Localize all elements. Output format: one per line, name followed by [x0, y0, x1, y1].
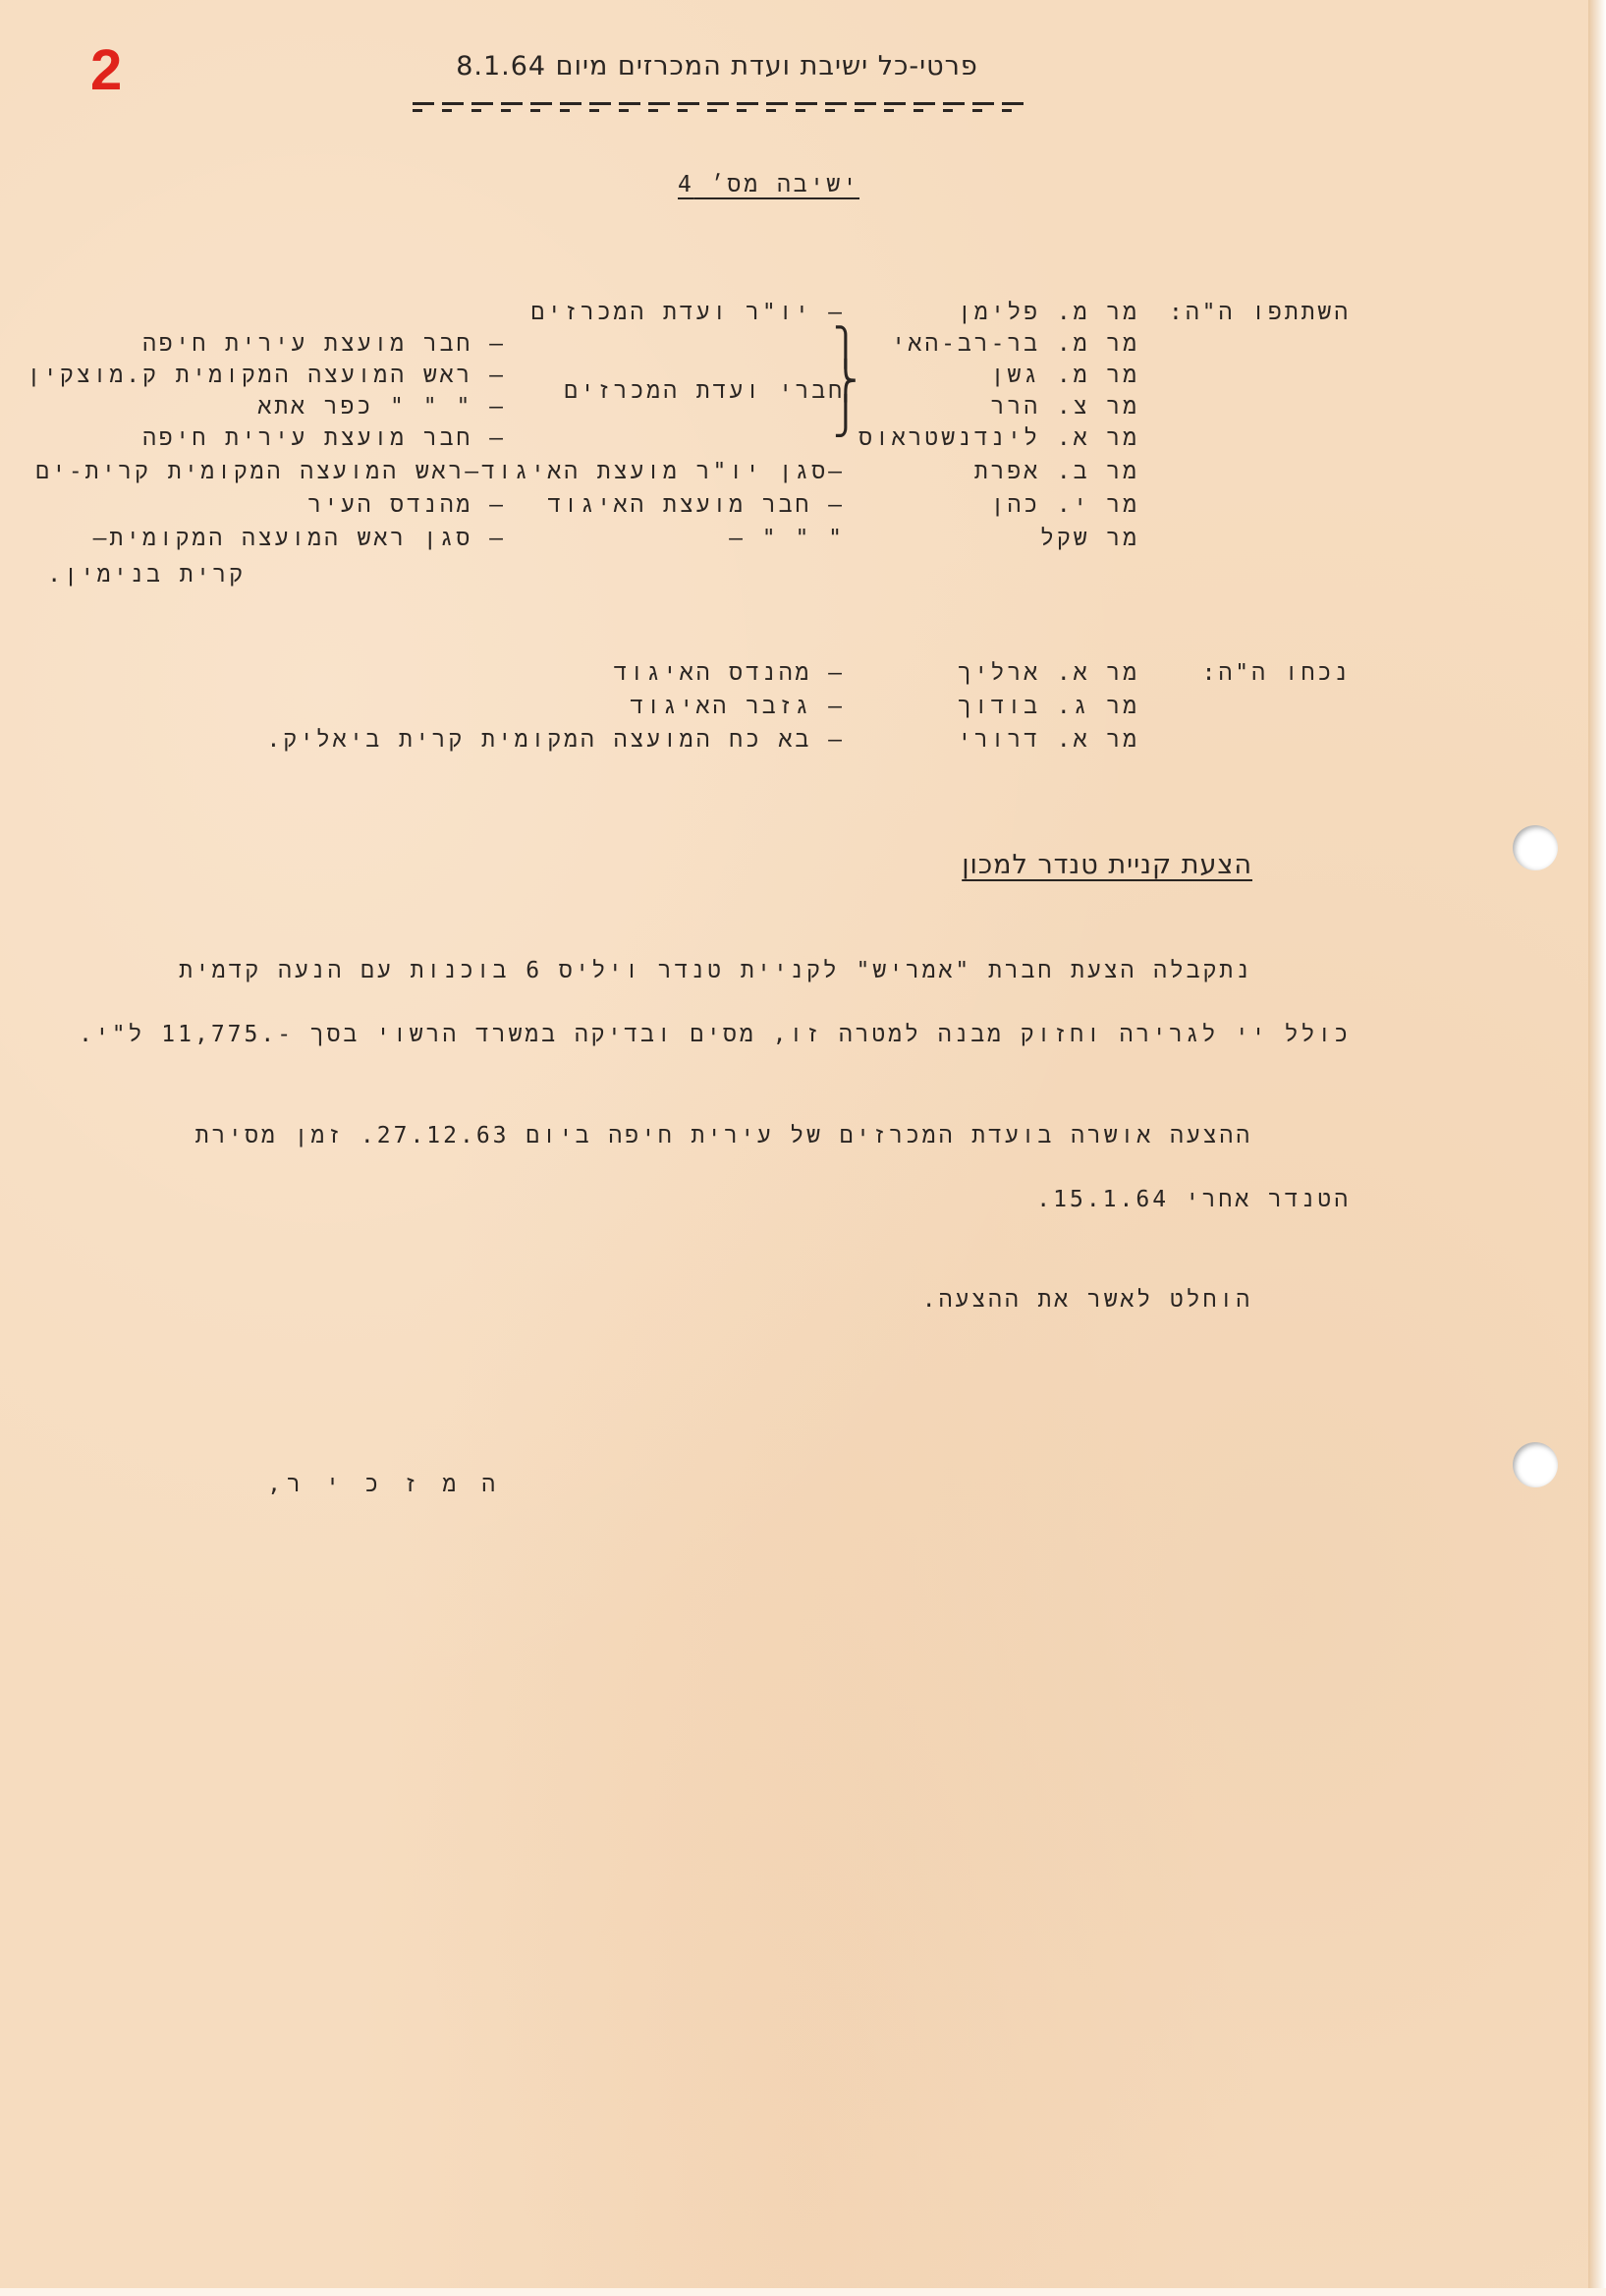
participant-extra: – סגן ראש המועצה המקומית– [92, 526, 506, 551]
title-underline-2 [413, 109, 1031, 112]
page-number: 2 [90, 38, 123, 102]
participant-name: מר צ. הרר [990, 394, 1139, 420]
participant-extra: – " " " כפר אתא [257, 394, 506, 420]
present-role: – בא כח המועצה המקומית קרית ביאליק. [266, 727, 845, 753]
signature-secretary: ה מ ז כ י ר, [267, 1472, 501, 1497]
committee-members-role: חברי ועדת המכרזים [564, 378, 845, 404]
present-name: מר א. דרורי [958, 727, 1139, 753]
meeting-number: ישיבה מס׳ 4 [678, 172, 859, 197]
participant-name: מר מ. בר-רב-האי [891, 331, 1139, 357]
participant-role: – יו"ר ועדת המכרזים [530, 300, 845, 325]
brace-icon: ⎭ [833, 395, 858, 438]
participant-role: – חבר מועצת האיגוד [547, 492, 845, 518]
punch-hole-top [1513, 825, 1558, 870]
document-title: פרטי-כל ישיבת ועדת המכרזים מיום 8.1.64 [456, 51, 978, 82]
punch-hole-bottom [1513, 1442, 1558, 1487]
present-name: מר ג. בודוך [958, 694, 1139, 719]
present-name: מר א. ארליך [958, 660, 1139, 686]
present-role: – גזבר האיגוד [630, 694, 845, 719]
participant-extra: – חבר מועצת עירית חיפה [142, 425, 506, 451]
participant-name: מר מ. גשן [990, 363, 1139, 388]
present-label: נכחו ה"ה: [1201, 660, 1351, 686]
paragraph-line: ההצעה אושרה בועדת המכרזים של עירית חיפה ביום 27.12.63. זמן מסירת [194, 1123, 1252, 1148]
participant-extra: – חבר מועצת עירית חיפה [142, 331, 506, 357]
brace-icon: ⎫ [833, 326, 858, 369]
paragraph-line: כולל יי לגרירה וחזוק מבנה למטרה זו, מסים ובדיקה במשרד הרשוי בסך -.11,775 ל"י. [79, 1022, 1351, 1047]
participant-extra: – ראש המועצה המקומית ק.מוצקין [27, 363, 506, 388]
paper-bottom-edge [0, 2288, 1606, 2296]
present-role: – מהנדס האיגוד [613, 660, 845, 686]
brace-icon: ⎬ [833, 360, 858, 403]
participant-extra-continuation: קרית בנימין. [47, 562, 246, 588]
section-heading: הצעת קניית טנדר למכון [962, 850, 1252, 880]
decision-text: הוחלט לאשר את ההצעה. [921, 1287, 1252, 1313]
participant-extra: –סגן יו"ר מועצת האיגוד–ראש המועצה המקומית קרית-ים [35, 459, 845, 484]
paragraph-line: הטנדר אחרי 15.1.64. [1036, 1187, 1351, 1212]
participant-extra: – מהנדס העיר [307, 492, 506, 518]
participant-role: – " " " [729, 526, 845, 551]
participant-name: מר שקל [1040, 526, 1139, 551]
participants-label: השתתפו ה"ה: [1169, 300, 1351, 325]
participant-name: מר מ. פלימן [958, 300, 1139, 325]
paragraph-line: נתקבלה הצעת חברת "אמריש" לקניית טנדר ויליס 6 בוכנות עם הנעה קדמית [179, 958, 1252, 983]
participant-name: מר ב. אפרת [973, 459, 1139, 484]
paper-right-edge [1588, 0, 1606, 2296]
title-underline [413, 102, 1031, 105]
participant-name: מר י. כהן [990, 492, 1139, 518]
participant-name: מר א. לינדנשטראוס [858, 425, 1139, 451]
